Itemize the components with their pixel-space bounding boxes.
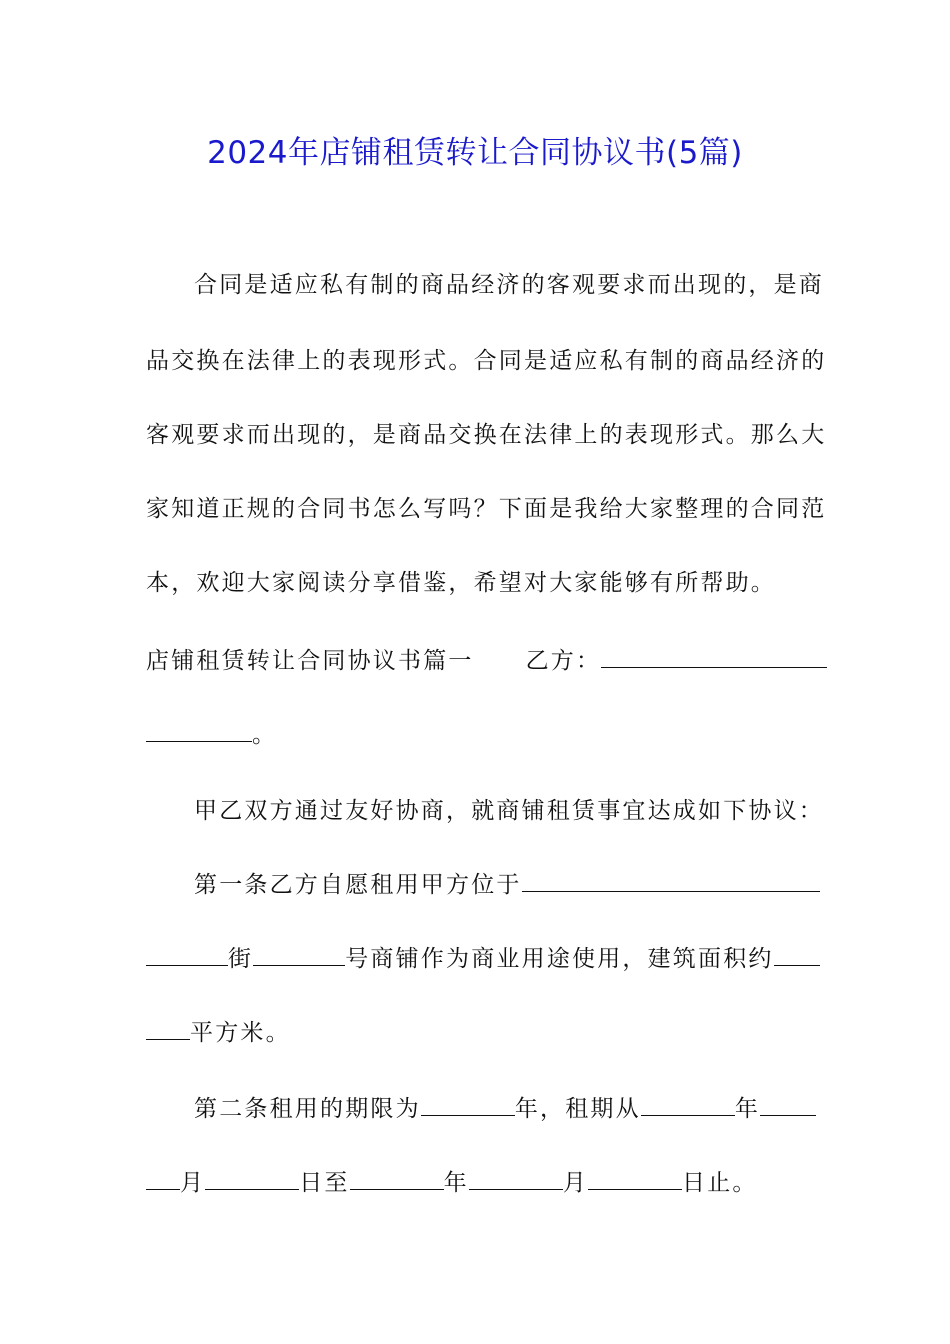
intro-line-5: 本，欢迎大家阅读分享借鉴，希望对大家能够有所帮助。 (146, 570, 776, 596)
year-label-2: 年 (734, 1096, 761, 1122)
street-label: 街 (228, 946, 254, 972)
start-day-blank (205, 1167, 299, 1190)
end-month-blank (469, 1167, 563, 1190)
start-month-blank-2 (146, 1167, 180, 1190)
intro-line-2: 品交换在法律上的表现形式。合同是适应私有制的商品经济的 (146, 348, 827, 374)
end-day-blank (588, 1167, 682, 1190)
agreement-intro: 甲乙双方通过友好协商，就商铺租赁事宜达成如下协议： (194, 798, 824, 824)
month-label-1: 月 (180, 1170, 206, 1196)
article2-line-2 (146, 1166, 806, 1200)
period: 。 (252, 722, 278, 748)
day-to-label: 日至 (299, 1170, 350, 1196)
article1-text: 第一条乙方自愿租用甲方位于 (194, 872, 522, 898)
intro-line-4: 家知道正规的合同书怎么写吗？下面是我给大家整理的合同范 (146, 496, 827, 522)
start-year-blank (641, 1093, 735, 1116)
section-heading-line (146, 644, 806, 678)
from-label: ，租期从 (540, 1096, 641, 1122)
article2-text: 第二条租用的期限为 (194, 1096, 421, 1122)
intro-line-1: 合同是适应私有制的商品经济的客观要求而出现的，是商 (194, 272, 824, 298)
month-label-2: 月 (562, 1170, 589, 1196)
year-label-1: 年 (514, 1096, 541, 1122)
article2-line-1 (194, 1092, 806, 1126)
article1-line-3 (146, 1016, 806, 1050)
area-blank (774, 943, 820, 966)
intro-line-3: 客观要求而出现的，是商品交换在法律上的表现形式。那么大 (146, 422, 827, 448)
area-unit: 平方米。 (190, 1020, 291, 1046)
party-b-label: 乙方： (525, 648, 602, 674)
end-year-blank (350, 1167, 444, 1190)
article1-line-2 (146, 942, 806, 976)
number-blank (253, 943, 345, 966)
year-label-3: 年 (443, 1170, 469, 1196)
term-years-blank (421, 1093, 515, 1116)
area-blank-2 (146, 1017, 190, 1040)
party-b-blank (601, 645, 827, 668)
day-end-label: 日止。 (682, 1170, 758, 1196)
document-title: 2024年店铺租赁转让合同协议书(5篇) (207, 135, 743, 171)
party-b-blank-2 (146, 719, 252, 742)
section-heading: 店铺租赁转让合同协议书篇一 (146, 648, 474, 674)
location-blank (522, 869, 820, 892)
start-month-blank (760, 1093, 816, 1116)
article1-line-1 (194, 868, 806, 902)
number-label: 号商铺作为商业用途使用，建筑面积约 (345, 946, 774, 972)
street-blank (146, 943, 228, 966)
party-b-continuation (146, 718, 806, 752)
